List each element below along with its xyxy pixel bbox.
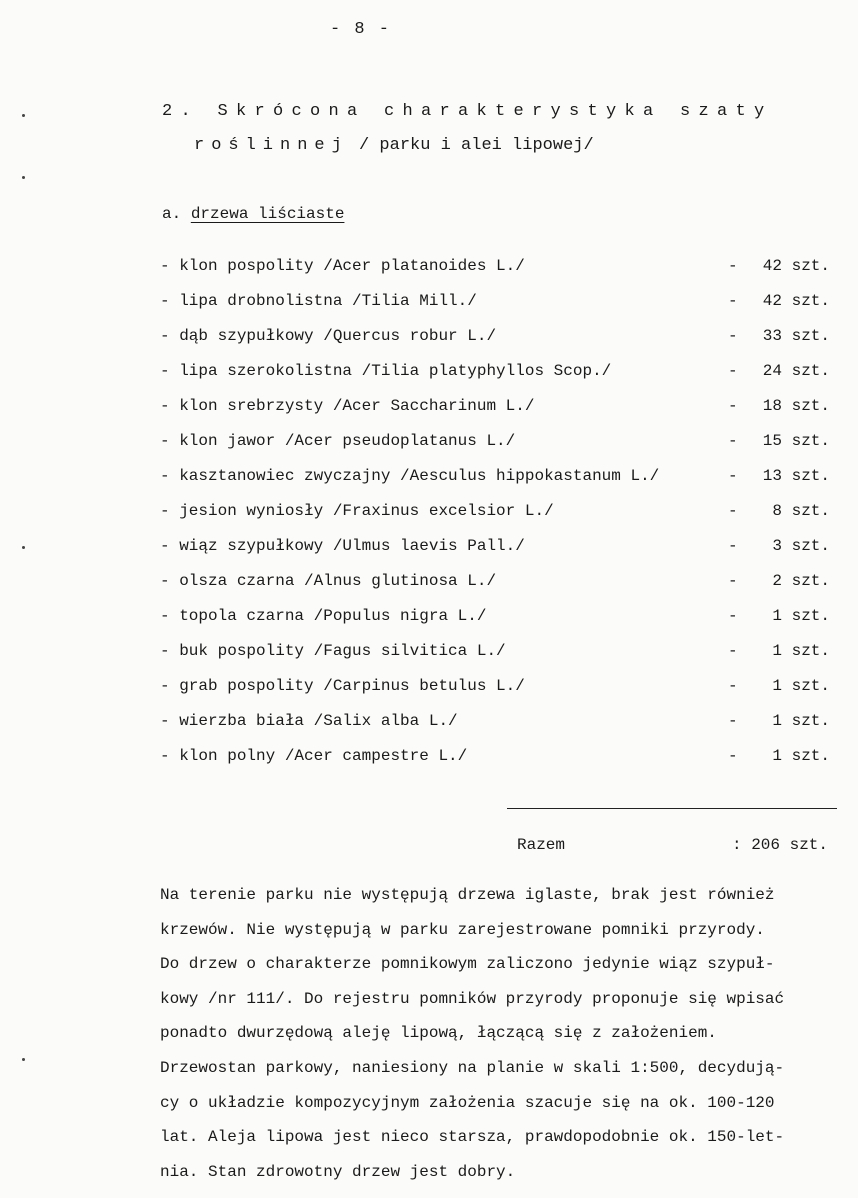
total-divider [507, 808, 837, 809]
subsection-heading [162, 205, 344, 223]
tree-name: - klon srebrzysty /Acer Saccharinum L./ [160, 397, 535, 415]
tree-count: 3 szt. [772, 537, 830, 555]
total-value: : 206 szt. [731, 836, 828, 854]
list-item [160, 257, 836, 292]
tree-count: 42 szt. [762, 292, 830, 310]
scan-speck [22, 114, 25, 117]
tree-name: - kasztanowiec zwyczajny /Aesculus hippokastanum L./ [160, 467, 660, 485]
separator-dash: - [728, 362, 738, 380]
subsection-marker: a. [162, 205, 191, 223]
list-item [160, 537, 836, 572]
separator-dash: - [728, 467, 738, 485]
tree-name: - olsza czarna /Alnus glutinosa L./ [160, 572, 497, 590]
list-item [160, 467, 836, 502]
list-item [160, 642, 836, 677]
list-item [160, 397, 836, 432]
tree-count: 15 szt. [762, 432, 830, 450]
tree-name: - topola czarna /Populus nigra L./ [160, 607, 487, 625]
list-item [160, 712, 836, 747]
tree-name: - wiąz szypułkowy /Ulmus laevis Pall./ [160, 537, 525, 555]
separator-dash: - [728, 642, 738, 660]
separator-dash: - [728, 572, 738, 590]
paragraph-line: lat. Aleja lipowa jest nieco starsza, prawdopodobnie ok. 150-let- [160, 1128, 785, 1147]
tree-name: - lipa szerokolistna /Tilia platyphyllos Scop./ [160, 362, 612, 380]
list-item [160, 362, 836, 397]
tree-count: 33 szt. [762, 327, 830, 345]
separator-dash: - [728, 607, 738, 625]
separator-dash: - [728, 502, 738, 520]
paragraph-line: cy o układzie kompozycyjnym założenia szacuje się na ok. 100-120 [160, 1093, 775, 1112]
list-item [160, 292, 836, 327]
tree-name: - wierzba biała /Salix alba L./ [160, 712, 458, 730]
subsection-title: drzewa liściaste [190, 205, 345, 223]
list-item [160, 607, 836, 642]
separator-dash: - [728, 432, 738, 450]
tree-count: 1 szt. [772, 712, 830, 730]
tree-name: - klon polny /Acer campestre L./ [160, 747, 468, 765]
tree-count: 1 szt. [772, 642, 830, 660]
paragraph-line: kowy /nr 111/. Do rejestru pomników przyrody proponuje się wpisać [160, 989, 785, 1008]
tree-count: 13 szt. [762, 467, 830, 485]
list-item [160, 432, 836, 467]
separator-dash: - [728, 677, 738, 695]
tree-count: 18 szt. [762, 397, 830, 415]
tree-count: 1 szt. [772, 747, 830, 765]
total-label: Razem [517, 836, 566, 854]
list-item [160, 572, 836, 607]
paragraph-line: Do drzew o charakterze pomnikowym zaliczono jedynie wiąz szypuł- [160, 955, 775, 974]
tree-name: - klon jawor /Acer pseudoplatanus L./ [160, 432, 516, 450]
separator-dash: - [728, 712, 738, 730]
separator-dash: - [728, 327, 738, 345]
tree-count: 2 szt. [772, 572, 830, 590]
separator-dash: - [728, 397, 738, 415]
list-item [160, 502, 836, 537]
tree-count: 42 szt. [762, 257, 830, 275]
paragraph-line: krzewów. Nie występują w parku zarejestrowane pomniki przyrody. [160, 920, 765, 939]
tree-count: 1 szt. [772, 677, 830, 695]
paragraph-line: Na terenie parku nie występują drzewa iglaste, brak jest również [160, 886, 775, 904]
tree-count: 1 szt. [772, 607, 830, 625]
page-number: - 8 - [330, 20, 392, 39]
scan-speck [22, 546, 25, 549]
tree-count: 24 szt. [762, 362, 830, 380]
paragraph-line: ponadto dwurzędową aleję lipową, łączącą się z założeniem. [160, 1024, 717, 1043]
tree-list [160, 257, 836, 782]
tree-name: - buk pospolity /Fagus silvitica L./ [160, 642, 506, 660]
heading-rest: / parku i alei lipowej/ [348, 136, 594, 155]
list-item [160, 327, 836, 362]
separator-dash: - [728, 747, 738, 765]
section-heading-line-1: 2. Skrócona charakterystyka szaty [162, 102, 773, 121]
description-paragraph [160, 878, 840, 1189]
section-heading-line-2 [194, 136, 594, 155]
paragraph-line: Drzewostan parkowy, naniesiony na planie w skali 1:500, decydują- [160, 1058, 785, 1077]
tree-name: - lipa drobnolistna /Tilia Mill./ [160, 292, 477, 310]
tree-name: - jesion wyniosły /Fraxinus excelsior L./ [160, 502, 554, 520]
list-item [160, 747, 836, 782]
separator-dash: - [728, 257, 738, 275]
list-item [160, 677, 836, 712]
scan-speck [22, 1058, 25, 1061]
paragraph-line: nia. Stan zdrowotny drzew jest dobry. [160, 1162, 516, 1181]
scan-speck [22, 176, 25, 179]
tree-name: - dąb szypułkowy /Quercus robur L./ [160, 327, 497, 345]
tree-count: 8 szt. [772, 502, 830, 520]
separator-dash: - [728, 292, 738, 310]
tree-name: - klon pospolity /Acer platanoides L./ [160, 257, 525, 275]
heading-spaced-word: roślinnej [194, 136, 349, 155]
separator-dash: - [728, 537, 738, 555]
tree-name: - grab pospolity /Carpinus betulus L./ [160, 677, 525, 695]
